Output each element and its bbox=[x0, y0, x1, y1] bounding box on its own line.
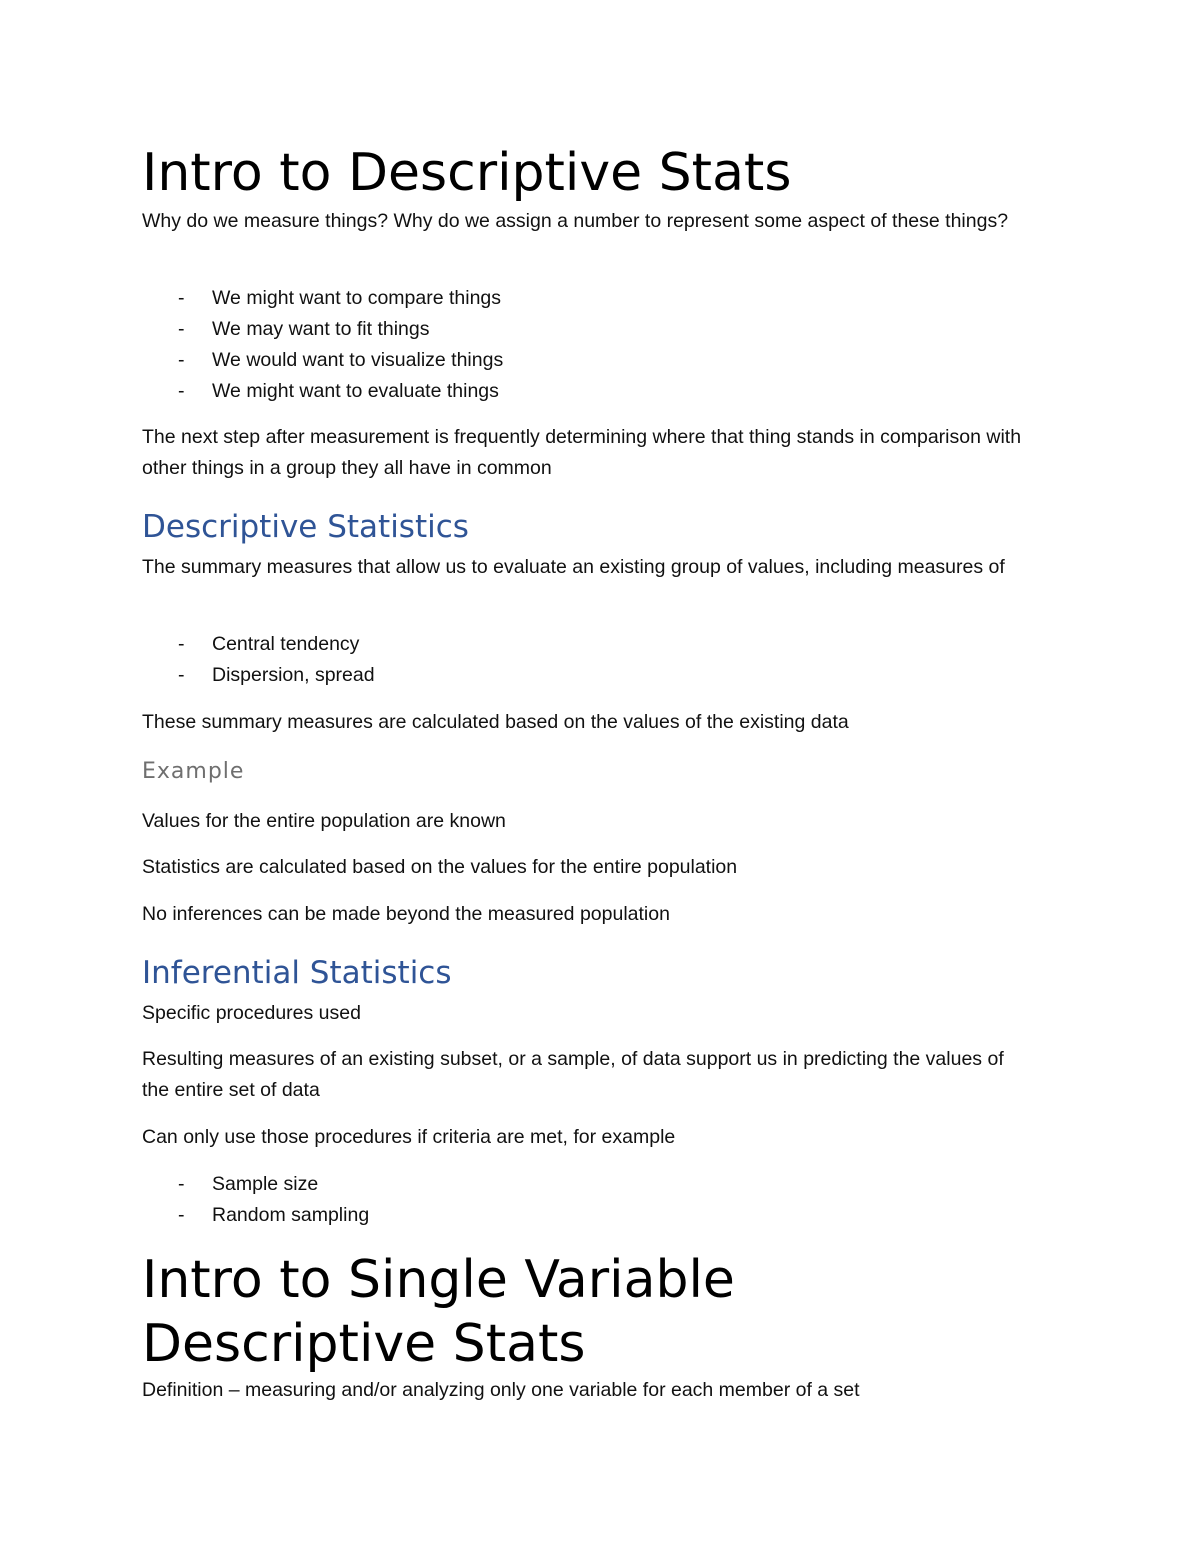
list-dash: - bbox=[178, 1173, 185, 1195]
intro-paragraph: Why do we measure things? Why do we assign a number to represent some aspect of these things? bbox=[142, 210, 1009, 232]
criteria-line: Can only use those procedures if criteria are met, for example bbox=[142, 1126, 676, 1148]
example-line: No inferences can be made beyond the measured population bbox=[142, 903, 670, 925]
list-dash: - bbox=[178, 318, 185, 340]
example-line: Statistics are calculated based on the values for the entire population bbox=[142, 856, 738, 878]
resulting-paragraph: Resulting measures of an existing subset, or a sample, of data support us in predicting the values of the entire set of data bbox=[142, 1048, 1004, 1101]
page-title: Intro to Descriptive Stats bbox=[142, 143, 792, 203]
section2-title-line2: Descriptive Stats bbox=[142, 1314, 586, 1374]
list-dash: - bbox=[178, 664, 185, 686]
list-item: - Central tendency bbox=[142, 629, 375, 660]
list-dash: - bbox=[178, 349, 185, 371]
reasons-list bbox=[142, 283, 503, 407]
single-variable-definition: Definition – measuring and/or analyzing only one variable for each member of a set bbox=[142, 1379, 860, 1401]
descriptive-definition: The summary measures that allow us to evaluate an existing group of values, including measures of bbox=[142, 556, 1005, 578]
descriptive-statistics-heading: Descriptive Statistics bbox=[142, 509, 469, 545]
list-item: - We would want to visualize things bbox=[142, 345, 503, 376]
section2-title-line1: Intro to Single Variable bbox=[142, 1250, 735, 1310]
next-step-paragraph: The next step after measurement is frequently determining where that thing stands in comparison with other things in a group they all have in common bbox=[142, 426, 1022, 479]
inferential-statistics-heading: Inferential Statistics bbox=[142, 955, 452, 991]
procedures-line: Specific procedures used bbox=[142, 1002, 361, 1024]
list-item: - We might want to compare things bbox=[142, 283, 503, 314]
list-item: - Sample size bbox=[142, 1169, 369, 1200]
list-dash: - bbox=[178, 287, 185, 309]
list-dash: - bbox=[178, 380, 185, 402]
list-dash: - bbox=[178, 1204, 185, 1226]
example-heading: Example bbox=[142, 759, 245, 784]
list-item: - We might want to evaluate things bbox=[142, 376, 503, 407]
list-dash: - bbox=[178, 633, 185, 655]
measures-list bbox=[142, 629, 375, 691]
list-item: - We may want to fit things bbox=[142, 314, 503, 345]
list-item: - Dispersion, spread bbox=[142, 660, 375, 691]
criteria-list bbox=[142, 1169, 369, 1231]
example-line: Values for the entire population are known bbox=[142, 810, 506, 832]
calc-note: These summary measures are calculated based on the values of the existing data bbox=[142, 711, 849, 733]
list-item: - Random sampling bbox=[142, 1200, 369, 1231]
